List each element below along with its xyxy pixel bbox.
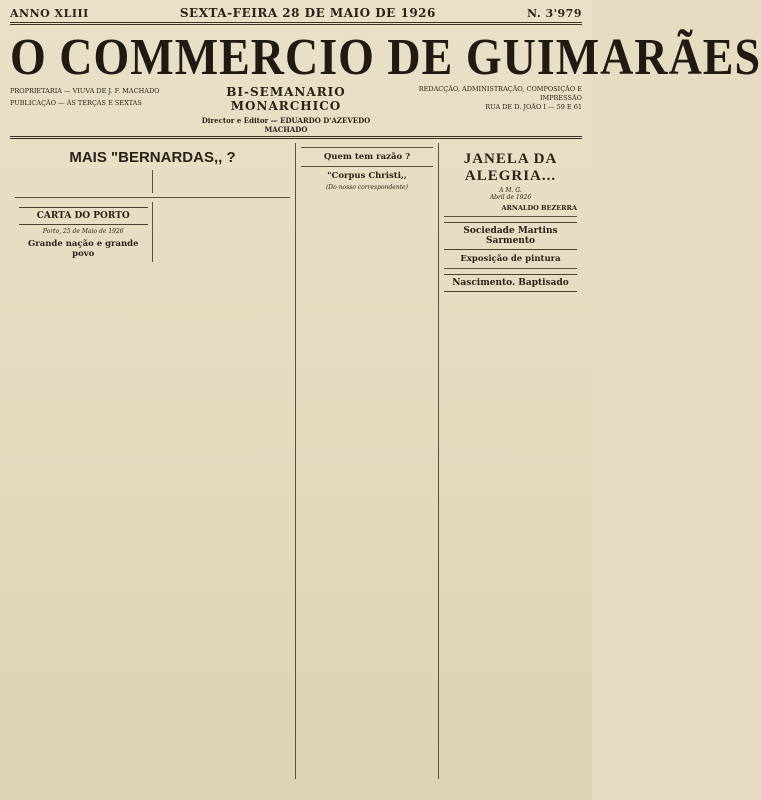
headline-janela: JANELA DA ALEGRIA... [463,151,558,184]
janela-byline: A M. G. [499,187,522,194]
headline-sarmento: Sociedade Martins Sarmento [444,222,577,250]
carta-dateline: Porto, 25 de Maio de 1926 [42,227,124,235]
text-block [19,170,148,177]
anno: ANNO XLIII [10,7,89,20]
section-divider [15,197,290,198]
column-left [10,143,296,779]
text-block [19,182,148,189]
sarmento-subhead: Exposição de pintura [460,254,561,264]
headline-quem: Quem tem razão ? [323,152,411,162]
headline-corpus: "Corpus Christi,, [327,171,407,181]
section-divider [444,268,577,269]
corpus-correspondent: (Do nosso correspondente) [325,184,409,191]
publication-line: PUBLICAÇÃO — ÁS TERÇAS E SEXTAS [10,99,142,107]
text-block [157,170,287,177]
newspaper-title: O COMMERCIO DE GUIMARÃES [10,28,761,86]
masthead-top [10,6,582,20]
director-line: Director e Editor — EDUARDO D'AZEVEDO MACHADO [201,116,371,134]
issue-number: N. 3'979 [527,7,582,20]
address-line: RUA DE D. JOÃO I — 59 E 61 [485,103,582,111]
headline-carta: CARTA DO PORTO [19,207,148,225]
carta-section [15,202,290,262]
section-divider [301,147,433,148]
masthead-bottom-rule [10,136,582,139]
masthead-rule [10,22,582,25]
column-right [439,143,582,779]
masthead-info [10,85,582,134]
section-divider [444,216,577,217]
bernardas-body [15,170,290,193]
headline-nascimento: Nascimento. Baptisado [444,274,577,292]
owner-line: PROPRIETARIA — VIUVA DE J. F. MACHADO [10,87,160,95]
carta-subhead: Grande nação e grande povo [27,238,139,259]
bernardas-text-a [15,170,153,193]
article-columns [10,143,582,779]
redaction-line: REDACÇÃO, ADMINISTRAÇÃO, COMPOSIÇÃO E IMPRESSÃO [418,85,582,102]
subtitle: BI-SEMANARIO MONARCHICO [226,85,346,113]
janela-date: Abril de 1926 [489,194,532,201]
section-divider [301,166,433,167]
headline-bernardas: MAIS "BERNARDAS,, ? [69,149,236,166]
janela-signature: ARNALDO BEZERRA [501,204,577,212]
column-middle [296,143,439,779]
issue-date: SEXTA-FEIRA 28 DE MAIO DE 1926 [179,6,436,20]
bernardas-text-b [153,170,291,193]
